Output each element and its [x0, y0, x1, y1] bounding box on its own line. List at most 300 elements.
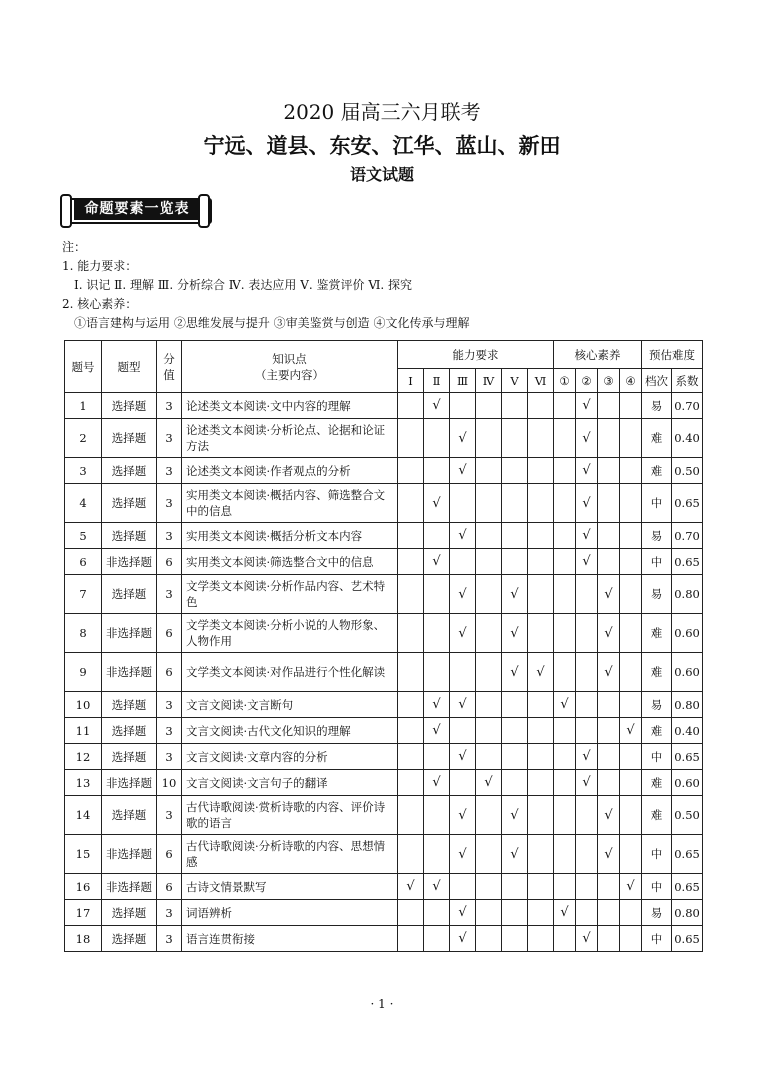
- ability-cell: [528, 926, 554, 952]
- literacy-cell: [620, 419, 642, 458]
- ability-cell: [528, 835, 554, 874]
- question-number: 14: [65, 796, 102, 835]
- ability-cell: [450, 549, 476, 575]
- table-row: [65, 835, 703, 874]
- ability-cell: [424, 926, 450, 952]
- difficulty-level: 中: [642, 744, 672, 770]
- ability-cell: [476, 549, 502, 575]
- header-type: 题型: [102, 341, 157, 393]
- difficulty-coef: 0.80: [672, 692, 703, 718]
- difficulty-level: 中: [642, 835, 672, 874]
- literacy-col-header: ②: [576, 369, 598, 393]
- schools-title: 宁远、道县、东安、江华、蓝山、新田: [203, 133, 561, 158]
- ability-cell: [398, 523, 424, 549]
- ability-check: √: [502, 796, 528, 835]
- table-row: [65, 484, 703, 523]
- question-number: 8: [65, 614, 102, 653]
- question-number: 13: [65, 770, 102, 796]
- page-number: · 1 ·: [370, 997, 394, 1011]
- literacy-cell: [598, 484, 620, 523]
- ability-check: √: [398, 874, 424, 900]
- literacy-cell: [620, 575, 642, 614]
- literacy-cell: [598, 900, 620, 926]
- banner-label: 命题要素一览表: [74, 198, 200, 220]
- question-number: 11: [65, 718, 102, 744]
- question-number: 1: [65, 393, 102, 419]
- difficulty-coef: 0.70: [672, 523, 703, 549]
- literacy-cell: [620, 744, 642, 770]
- literacy-cell: [598, 523, 620, 549]
- difficulty-coef: 0.70: [672, 393, 703, 419]
- ability-check: √: [528, 653, 554, 692]
- ability-col-header: Ⅴ: [502, 369, 528, 393]
- difficulty-level: 易: [642, 692, 672, 718]
- question-score: 3: [157, 744, 182, 770]
- notes-title: 注：: [62, 240, 87, 254]
- header-score-top: 分: [163, 351, 175, 366]
- ability-cell: [502, 523, 528, 549]
- question-number: 18: [65, 926, 102, 952]
- ability-cell: [450, 653, 476, 692]
- question-number: 10: [65, 692, 102, 718]
- ability-cell: [528, 796, 554, 835]
- ability-cell: [450, 770, 476, 796]
- ability-cell: [476, 835, 502, 874]
- literacy-cell: [620, 770, 642, 796]
- ability-cell: [528, 484, 554, 523]
- ability-check: √: [424, 549, 450, 575]
- question-topic: 实用类文本阅读·筛选整合文中的信息: [182, 549, 398, 575]
- ability-cell: [502, 900, 528, 926]
- difficulty-level: 中: [642, 549, 672, 575]
- literacy-cell: [598, 770, 620, 796]
- ability-cell: [424, 900, 450, 926]
- literacy-cell: [576, 874, 598, 900]
- header-num: 题号: [65, 341, 102, 393]
- ability-cell: [476, 484, 502, 523]
- ability-cell: [398, 653, 424, 692]
- question-score: 3: [157, 692, 182, 718]
- header-topic-top: 知识点: [272, 351, 307, 366]
- ability-cell: [476, 744, 502, 770]
- question-type: 非选择题: [102, 835, 157, 874]
- subject-title: 语文试题: [349, 165, 414, 184]
- ability-cell: [424, 458, 450, 484]
- literacy-check: √: [576, 484, 598, 523]
- question-score: 3: [157, 419, 182, 458]
- difficulty-level: 难: [642, 718, 672, 744]
- ability-check: √: [502, 653, 528, 692]
- question-type: 选择题: [102, 484, 157, 523]
- literacy-check: √: [576, 419, 598, 458]
- ability-check: √: [450, 523, 476, 549]
- ability-cell: [502, 692, 528, 718]
- difficulty-level: 中: [642, 874, 672, 900]
- literacy-col-header: ①: [554, 369, 576, 393]
- ability-check: √: [450, 796, 476, 835]
- literacy-check: √: [576, 393, 598, 419]
- literacy-cell: [554, 874, 576, 900]
- table-row: [65, 549, 703, 575]
- literacy-items: ①语言建构与运用 ②思维发展与提升 ③审美鉴赏与创造 ④文化传承与理解: [74, 316, 470, 330]
- ability-cell: [476, 614, 502, 653]
- question-number: 9: [65, 653, 102, 692]
- question-score: 10: [157, 770, 182, 796]
- ability-cell: [398, 614, 424, 653]
- literacy-cell: [620, 900, 642, 926]
- literacy-check: √: [598, 575, 620, 614]
- ability-cell: [528, 770, 554, 796]
- question-score: 3: [157, 484, 182, 523]
- question-number: 16: [65, 874, 102, 900]
- difficulty-level: 难: [642, 458, 672, 484]
- ability-cell: [398, 744, 424, 770]
- question-topic: 文学类文本阅读·对作品进行个性化解读: [182, 653, 398, 692]
- header-ability: 能力要求: [398, 341, 554, 369]
- ability-check: √: [450, 744, 476, 770]
- ability-cell: [398, 692, 424, 718]
- question-number: 2: [65, 419, 102, 458]
- literacy-check: √: [620, 874, 642, 900]
- ability-cell: [424, 744, 450, 770]
- ability-check: √: [450, 692, 476, 718]
- question-topic: 文言文阅读·文言断句: [182, 692, 398, 718]
- ability-col-header: Ⅱ: [424, 369, 450, 393]
- literacy-cell: [576, 692, 598, 718]
- difficulty-level: 难: [642, 796, 672, 835]
- difficulty-coef: 0.60: [672, 614, 703, 653]
- question-number: 15: [65, 835, 102, 874]
- ability-cell: [424, 419, 450, 458]
- ability-col-header: Ⅳ: [476, 369, 502, 393]
- difficulty-level: 难: [642, 419, 672, 458]
- literacy-cell: [620, 549, 642, 575]
- question-type: 选择题: [102, 458, 157, 484]
- ability-check: √: [450, 900, 476, 926]
- difficulty-level: 中: [642, 926, 672, 952]
- ability-cell: [424, 523, 450, 549]
- ability-cell: [502, 718, 528, 744]
- ability-cell: [424, 575, 450, 614]
- ability-cell: [424, 653, 450, 692]
- question-topic: 古诗文情景默写: [182, 874, 398, 900]
- difficulty-level: 易: [642, 900, 672, 926]
- ability-cell: [528, 575, 554, 614]
- literacy-check: √: [620, 718, 642, 744]
- difficulty-level: 难: [642, 653, 672, 692]
- ability-cell: [502, 419, 528, 458]
- literacy-cell: [554, 523, 576, 549]
- question-type: 选择题: [102, 900, 157, 926]
- table-row: [65, 744, 703, 770]
- question-topic: 文学类文本阅读·分析作品内容、艺术特色: [182, 575, 398, 614]
- question-topic: 实用类文本阅读·概括内容、筛选整合文中的信息: [182, 484, 398, 523]
- literacy-check: √: [598, 796, 620, 835]
- literacy-cell: [576, 835, 598, 874]
- ability-check: √: [424, 718, 450, 744]
- ability-cell: [528, 523, 554, 549]
- ability-cell: [476, 796, 502, 835]
- ability-cell: [476, 393, 502, 419]
- difficulty-level: 易: [642, 393, 672, 419]
- question-type: 选择题: [102, 393, 157, 419]
- ability-check: √: [450, 419, 476, 458]
- ability-items: Ⅰ. 识记 Ⅱ. 理解 Ⅲ. 分析综合 Ⅳ. 表达应用 Ⅴ. 鉴赏评价 Ⅵ. 探究: [74, 278, 413, 292]
- ability-cell: [398, 419, 424, 458]
- question-score: 3: [157, 900, 182, 926]
- difficulty-coef: 0.65: [672, 926, 703, 952]
- literacy-cell: [554, 796, 576, 835]
- ability-cell: [528, 419, 554, 458]
- header-literacy: 核心素养: [554, 341, 642, 369]
- ability-cell: [502, 458, 528, 484]
- table-row: [65, 575, 703, 614]
- literacy-cell: [576, 900, 598, 926]
- literacy-cell: [620, 614, 642, 653]
- question-score: 3: [157, 523, 182, 549]
- literacy-check: √: [598, 653, 620, 692]
- question-number: 5: [65, 523, 102, 549]
- question-topic: 实用类文本阅读·概括分析文本内容: [182, 523, 398, 549]
- literacy-cell: [620, 653, 642, 692]
- scroll-roll-left: [60, 194, 72, 228]
- ability-check: √: [424, 692, 450, 718]
- question-topic: 论述类文本阅读·分析论点、论据和论证方法: [182, 419, 398, 458]
- difficulty-coef: 0.60: [672, 653, 703, 692]
- question-type: 非选择题: [102, 874, 157, 900]
- ability-cell: [502, 874, 528, 900]
- ability-cell: [398, 718, 424, 744]
- literacy-cell: [576, 653, 598, 692]
- ability-check: √: [424, 770, 450, 796]
- ability-cell: [450, 718, 476, 744]
- question-topic: 文学类文本阅读·分析小说的人物形象、人物作用: [182, 614, 398, 653]
- ability-cell: [398, 835, 424, 874]
- table-row: [65, 796, 703, 835]
- difficulty-level: 易: [642, 523, 672, 549]
- ability-check: √: [424, 484, 450, 523]
- header-score: [157, 341, 182, 393]
- ability-cell: [398, 393, 424, 419]
- question-type: 选择题: [102, 718, 157, 744]
- exam-title: 2020 届高三六月联考: [283, 100, 481, 124]
- literacy-cell: [598, 718, 620, 744]
- difficulty-coef: 0.65: [672, 744, 703, 770]
- question-score: 3: [157, 393, 182, 419]
- question-topic: 词语辨析: [182, 900, 398, 926]
- question-number: 17: [65, 900, 102, 926]
- ability-col-header: Ⅵ: [528, 369, 554, 393]
- literacy-cell: [620, 458, 642, 484]
- table-row: [65, 458, 703, 484]
- ability-heading: 1. 能力要求：: [62, 259, 138, 273]
- literacy-cell: [620, 484, 642, 523]
- ability-cell: [476, 718, 502, 744]
- table-row: [65, 900, 703, 926]
- table-row: [65, 419, 703, 458]
- table-row: [65, 614, 703, 653]
- ability-cell: [528, 692, 554, 718]
- difficulty-coef: 0.65: [672, 835, 703, 874]
- literacy-check: √: [598, 614, 620, 653]
- ability-cell: [424, 796, 450, 835]
- difficulty-coef: 0.60: [672, 770, 703, 796]
- question-score: 3: [157, 718, 182, 744]
- literacy-cell: [598, 549, 620, 575]
- difficulty-coef: 0.40: [672, 419, 703, 458]
- literacy-cell: [576, 614, 598, 653]
- ability-cell: [398, 770, 424, 796]
- difficulty-level: 难: [642, 770, 672, 796]
- difficulty-coef: 0.80: [672, 575, 703, 614]
- difficulty-level: 中: [642, 484, 672, 523]
- ability-check: √: [424, 874, 450, 900]
- table-row: [65, 770, 703, 796]
- ability-cell: [476, 419, 502, 458]
- ability-cell: [502, 744, 528, 770]
- header-topic: [182, 341, 398, 393]
- header-score-bottom: 值: [163, 367, 175, 382]
- ability-check: √: [502, 614, 528, 653]
- ability-cell: [398, 484, 424, 523]
- literacy-cell: [620, 796, 642, 835]
- ability-cell: [502, 484, 528, 523]
- literacy-cell: [620, 523, 642, 549]
- ability-cell: [476, 900, 502, 926]
- literacy-cell: [554, 484, 576, 523]
- question-number: 3: [65, 458, 102, 484]
- table-row: [65, 874, 703, 900]
- question-score: 6: [157, 835, 182, 874]
- ability-cell: [528, 393, 554, 419]
- literacy-check: √: [554, 692, 576, 718]
- ability-cell: [450, 393, 476, 419]
- literacy-check: √: [554, 900, 576, 926]
- table-body: [65, 393, 703, 952]
- question-topic: 古代诗歌阅读·分析诗歌的内容、思想情感: [182, 835, 398, 874]
- literacy-cell: [554, 575, 576, 614]
- question-type: 非选择题: [102, 653, 157, 692]
- literacy-cell: [620, 692, 642, 718]
- question-type: 选择题: [102, 419, 157, 458]
- ability-cell: [502, 770, 528, 796]
- ability-check: √: [450, 926, 476, 952]
- difficulty-coef: 0.65: [672, 874, 703, 900]
- ability-cell: [450, 874, 476, 900]
- question-topic: 论述类文本阅读·文中内容的理解: [182, 393, 398, 419]
- literacy-heading: 2. 核心素养：: [62, 297, 138, 311]
- literacy-col-header: ④: [620, 369, 642, 393]
- question-table: [64, 340, 703, 952]
- ability-cell: [476, 926, 502, 952]
- literacy-cell: [554, 549, 576, 575]
- literacy-cell: [598, 874, 620, 900]
- question-score: 6: [157, 653, 182, 692]
- ability-cell: [398, 900, 424, 926]
- question-type: 选择题: [102, 692, 157, 718]
- difficulty-coef: 0.50: [672, 458, 703, 484]
- ability-cell: [398, 549, 424, 575]
- ability-cell: [398, 458, 424, 484]
- difficulty-level: 易: [642, 575, 672, 614]
- literacy-cell: [598, 393, 620, 419]
- ability-cell: [476, 458, 502, 484]
- ability-check: √: [424, 393, 450, 419]
- literacy-check: √: [598, 835, 620, 874]
- ability-cell: [476, 523, 502, 549]
- literacy-cell: [554, 718, 576, 744]
- literacy-cell: [598, 744, 620, 770]
- literacy-cell: [554, 744, 576, 770]
- difficulty-coef: 0.65: [672, 549, 703, 575]
- question-type: 选择题: [102, 796, 157, 835]
- table-row: [65, 523, 703, 549]
- ability-cell: [528, 549, 554, 575]
- question-topic: 古代诗歌阅读·赏析诗歌的内容、评价诗歌的语言: [182, 796, 398, 835]
- ability-cell: [528, 718, 554, 744]
- table-row: [65, 692, 703, 718]
- difficulty-level-header: 档次: [642, 369, 672, 393]
- question-number: 6: [65, 549, 102, 575]
- ability-cell: [424, 614, 450, 653]
- literacy-cell: [598, 419, 620, 458]
- question-type: 非选择题: [102, 770, 157, 796]
- question-score: 3: [157, 458, 182, 484]
- ability-cell: [528, 874, 554, 900]
- question-score: 3: [157, 796, 182, 835]
- ability-cell: [528, 458, 554, 484]
- ability-cell: [476, 575, 502, 614]
- ability-cell: [398, 796, 424, 835]
- table-row: [65, 653, 703, 692]
- literacy-check: √: [576, 926, 598, 952]
- table-row: [65, 393, 703, 419]
- literacy-cell: [554, 458, 576, 484]
- ability-check: √: [450, 458, 476, 484]
- literacy-cell: [554, 653, 576, 692]
- question-type: 选择题: [102, 744, 157, 770]
- literacy-check: √: [576, 523, 598, 549]
- question-topic: 文言文阅读·古代文化知识的理解: [182, 718, 398, 744]
- literacy-cell: [620, 835, 642, 874]
- section-banner: [60, 192, 210, 224]
- ability-check: √: [476, 770, 502, 796]
- difficulty-coef: 0.65: [672, 484, 703, 523]
- literacy-cell: [620, 926, 642, 952]
- question-topic: 语言连贯衔接: [182, 926, 398, 952]
- question-number: 4: [65, 484, 102, 523]
- literacy-cell: [554, 926, 576, 952]
- ability-cell: [528, 900, 554, 926]
- literacy-cell: [598, 692, 620, 718]
- ability-cell: [528, 744, 554, 770]
- ability-check: √: [450, 575, 476, 614]
- ability-check: √: [450, 835, 476, 874]
- literacy-cell: [554, 770, 576, 796]
- question-score: 6: [157, 549, 182, 575]
- table-row: [65, 926, 703, 952]
- question-type: 选择题: [102, 523, 157, 549]
- question-score: 6: [157, 874, 182, 900]
- literacy-check: √: [576, 744, 598, 770]
- ability-cell: [502, 926, 528, 952]
- ability-cell: [398, 926, 424, 952]
- question-score: 6: [157, 614, 182, 653]
- ability-cell: [476, 874, 502, 900]
- difficulty-coef: 0.50: [672, 796, 703, 835]
- literacy-cell: [554, 835, 576, 874]
- table-row: [65, 718, 703, 744]
